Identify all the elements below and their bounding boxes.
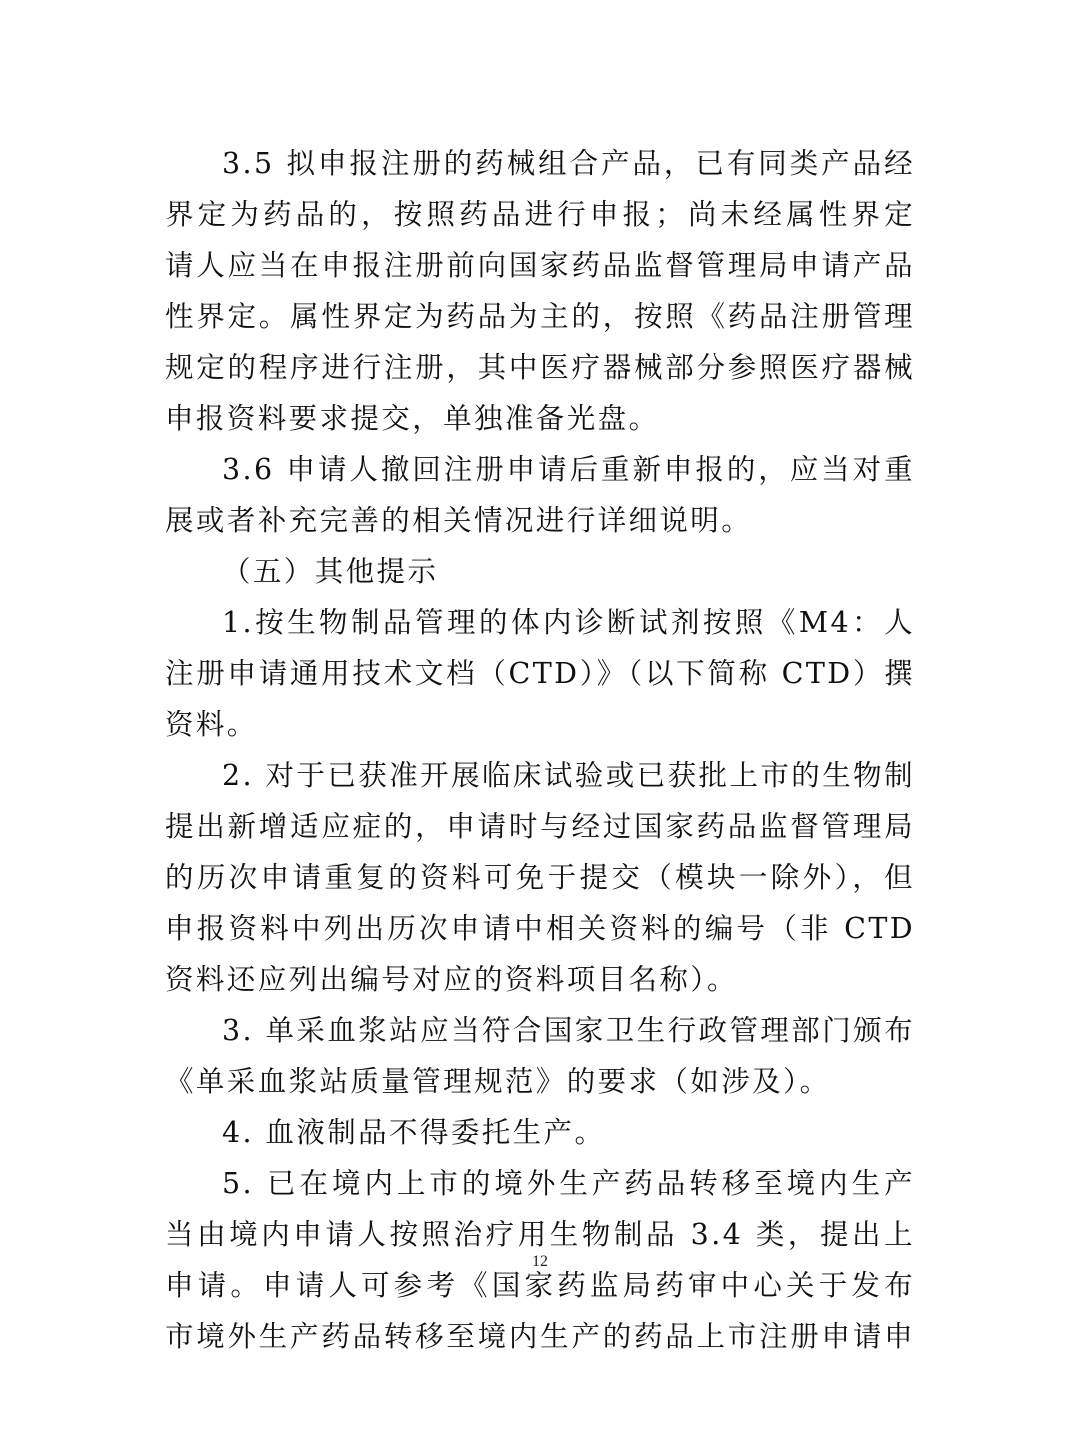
text-line: 规定的程序进行注册，其中医疗器械部分参照医疗器械 <box>165 351 915 384</box>
paragraph-3-6 <box>165 444 915 546</box>
text-line: 1.按生物制品管理的体内诊断试剂按照《M4：人 <box>222 606 915 639</box>
text-line: 4. 血液制品不得委托生产。 <box>222 1116 606 1149</box>
text-line: 提出新增适应症的，申请时与经过国家药品监督管理局 <box>165 810 915 843</box>
text-line: 的历次申请重复的资料可免于提交（模块一除外），但 <box>165 861 915 894</box>
page-number: 12 <box>532 1253 548 1270</box>
text-line: 性界定。属性界定为药品为主的，按照《药品注册管理 <box>165 300 915 333</box>
text-line: 资料还应列出编号对应的资料项目名称）。 <box>165 963 738 996</box>
text-line: 3.5 拟申报注册的药械组合产品，已有同类产品经 <box>222 147 915 180</box>
list-item-1 <box>165 597 915 750</box>
text-line: 《单采血浆站质量管理规范》的要求（如涉及）。 <box>165 1065 831 1098</box>
text-line: 市境外生产药品转移至境内生产的药品上市注册申请申 <box>165 1320 915 1353</box>
text-line: 申请。申请人可参考《国家药监局药审中心关于发布 <box>165 1269 915 1302</box>
text-line: 当由境内申请人按照治疗用生物制品 3.4 类，提出上 <box>165 1218 915 1251</box>
text-line: 资料。 <box>165 708 258 741</box>
text-line: 3. 单采血浆站应当符合国家卫生行政管理部门颁布 <box>222 1014 915 1047</box>
text-line: 请人应当在申报注册前向国家药品监督管理局申请产品 <box>165 249 915 282</box>
paragraph-3-5 <box>165 138 915 444</box>
text-line: 展或者补充完善的相关情况进行详细说明。 <box>165 504 753 537</box>
text-line: 申报资料要求提交，单独准备光盘。 <box>165 402 660 435</box>
text-line: 3.6 申请人撤回注册申请后重新申报的，应当对重 <box>222 453 915 486</box>
section-heading: （五）其他提示 <box>222 555 439 588</box>
list-item-3 <box>165 1005 915 1107</box>
section-heading-other-tips <box>165 546 915 597</box>
text-line: 申报资料中列出历次申请中相关资料的编号（非 CTD <box>165 912 915 945</box>
text-line: 注册申请通用技术文档（CTD）》（以下简称 CTD）撰 <box>165 657 915 690</box>
text-line: 界定为药品的，按照药品进行申报；尚未经属性界定 <box>165 198 915 231</box>
list-item-2 <box>165 750 915 1005</box>
text-line: 5. 已在境内上市的境外生产药品转移至境内生产 <box>222 1167 915 1200</box>
list-item-4 <box>165 1107 915 1158</box>
document-page <box>165 138 915 1362</box>
text-line: 2. 对于已获准开展临床试验或已获批上市的生物制 <box>222 759 915 792</box>
